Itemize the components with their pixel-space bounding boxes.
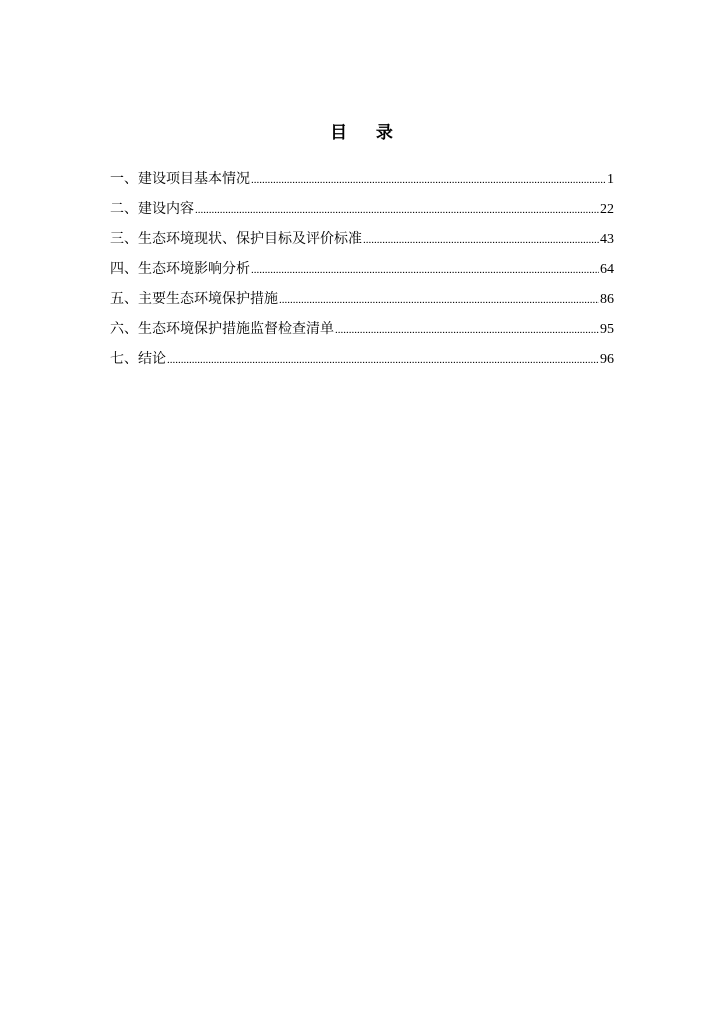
toc-entry-page: 86 (600, 292, 614, 307)
toc-dot-leader (279, 287, 599, 313)
toc-entry (110, 196, 614, 226)
toc-entry (110, 226, 614, 256)
toc-entry-page: 43 (600, 232, 614, 247)
toc-dot-leader (335, 317, 599, 343)
toc-dot-leader (251, 167, 606, 193)
toc-dot-leader (251, 257, 599, 283)
toc-entry (110, 166, 614, 196)
toc-entry-label: 一、建设项目基本情况 (110, 171, 250, 187)
toc-entry-label: 三、生态环境现状、保护目标及评价标准 (110, 231, 362, 247)
toc-dot-leader (363, 227, 599, 253)
toc-list (110, 166, 614, 376)
toc-entry-page: 64 (600, 262, 614, 277)
toc-entry-label: 五、主要生态环境保护措施 (110, 291, 278, 307)
toc-entry (110, 316, 614, 346)
toc-entry-label: 六、生态环境保护措施监督检查清单 (110, 321, 334, 337)
toc-entry-page: 96 (600, 352, 614, 367)
toc-entry-label: 七、结论 (110, 351, 166, 367)
toc-entry-page: 95 (600, 322, 614, 337)
toc-dot-leader (167, 347, 599, 373)
toc-entry (110, 346, 614, 376)
toc-entry-page: 1 (607, 172, 614, 187)
toc-dot-leader (195, 197, 599, 223)
toc-entry-label: 二、建设内容 (110, 201, 194, 217)
toc-entry-label: 四、生态环境影响分析 (110, 261, 250, 277)
toc-title: 目 录 (330, 123, 394, 143)
toc-entry (110, 256, 614, 286)
toc-entry (110, 286, 614, 316)
toc-entry-page: 22 (600, 202, 614, 217)
